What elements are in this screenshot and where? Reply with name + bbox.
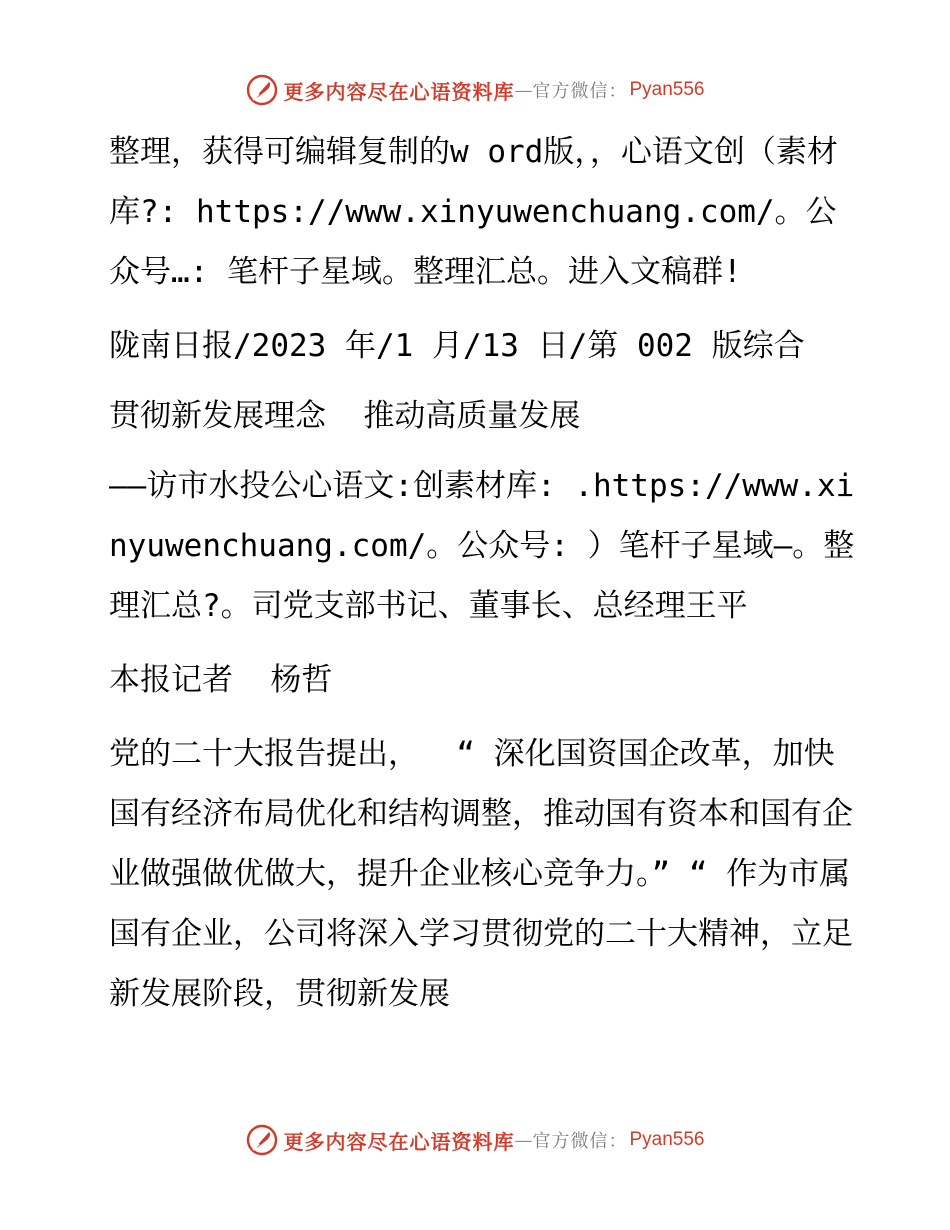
header-watermark [0,70,950,110]
article-title: 贯彻新发展理念 推动高质量发展 [109,398,581,434]
body-paragraph: 党的二十大报告提出， “ 深化国资国企改革，加快国有经济布局优化和结构调整，推动国有资本和国有企业做强做优做大，提升企业核心竞争力。” “ 作为市属国有企业，公司将深入学习贯彻党的二十大精神，立足新发展阶段，贯彻新发展 [109,736,853,1012]
watermark-wechat-id: Pyan556 [629,79,705,100]
article-subtitle: ——访市水投公心语文:创素材库: .https://www.xinyuwenchuang.com/。公众号: ）笔杆子星域—。整理汇总?。司党支部书记、董事长、总经理王平 [109,468,855,624]
watermark-separator: — [514,79,533,101]
feather-logo-icon [245,73,279,107]
footer-watermark [0,1120,950,1160]
watermark-main-text: 更多内容尽在心语资料库 [283,1129,515,1154]
watermark-sub-text: 官方微信： [532,81,628,102]
watermark-wechat-id: Pyan556 [629,1129,705,1150]
watermark-main-text: 更多内容尽在心语资料库 [283,79,515,104]
feather-logo-icon [245,1123,279,1157]
source-line: 陇南日报/2023 年/1 月/13 日/第 002 版综合 [109,328,805,364]
intro-paragraph: 整理，获得可编辑复制的w ord版，，心语文创（素材库?: https://www.xinyuwenchuang.com/。公众号…: 笔杆子星域。整理汇总。进入文稿群! [109,134,838,290]
watermark-sub-text: 官方微信： [532,1131,628,1152]
document-body [97,122,857,1024]
byline: 本报记者 杨哲 [109,662,333,698]
watermark-separator: — [514,1129,533,1151]
